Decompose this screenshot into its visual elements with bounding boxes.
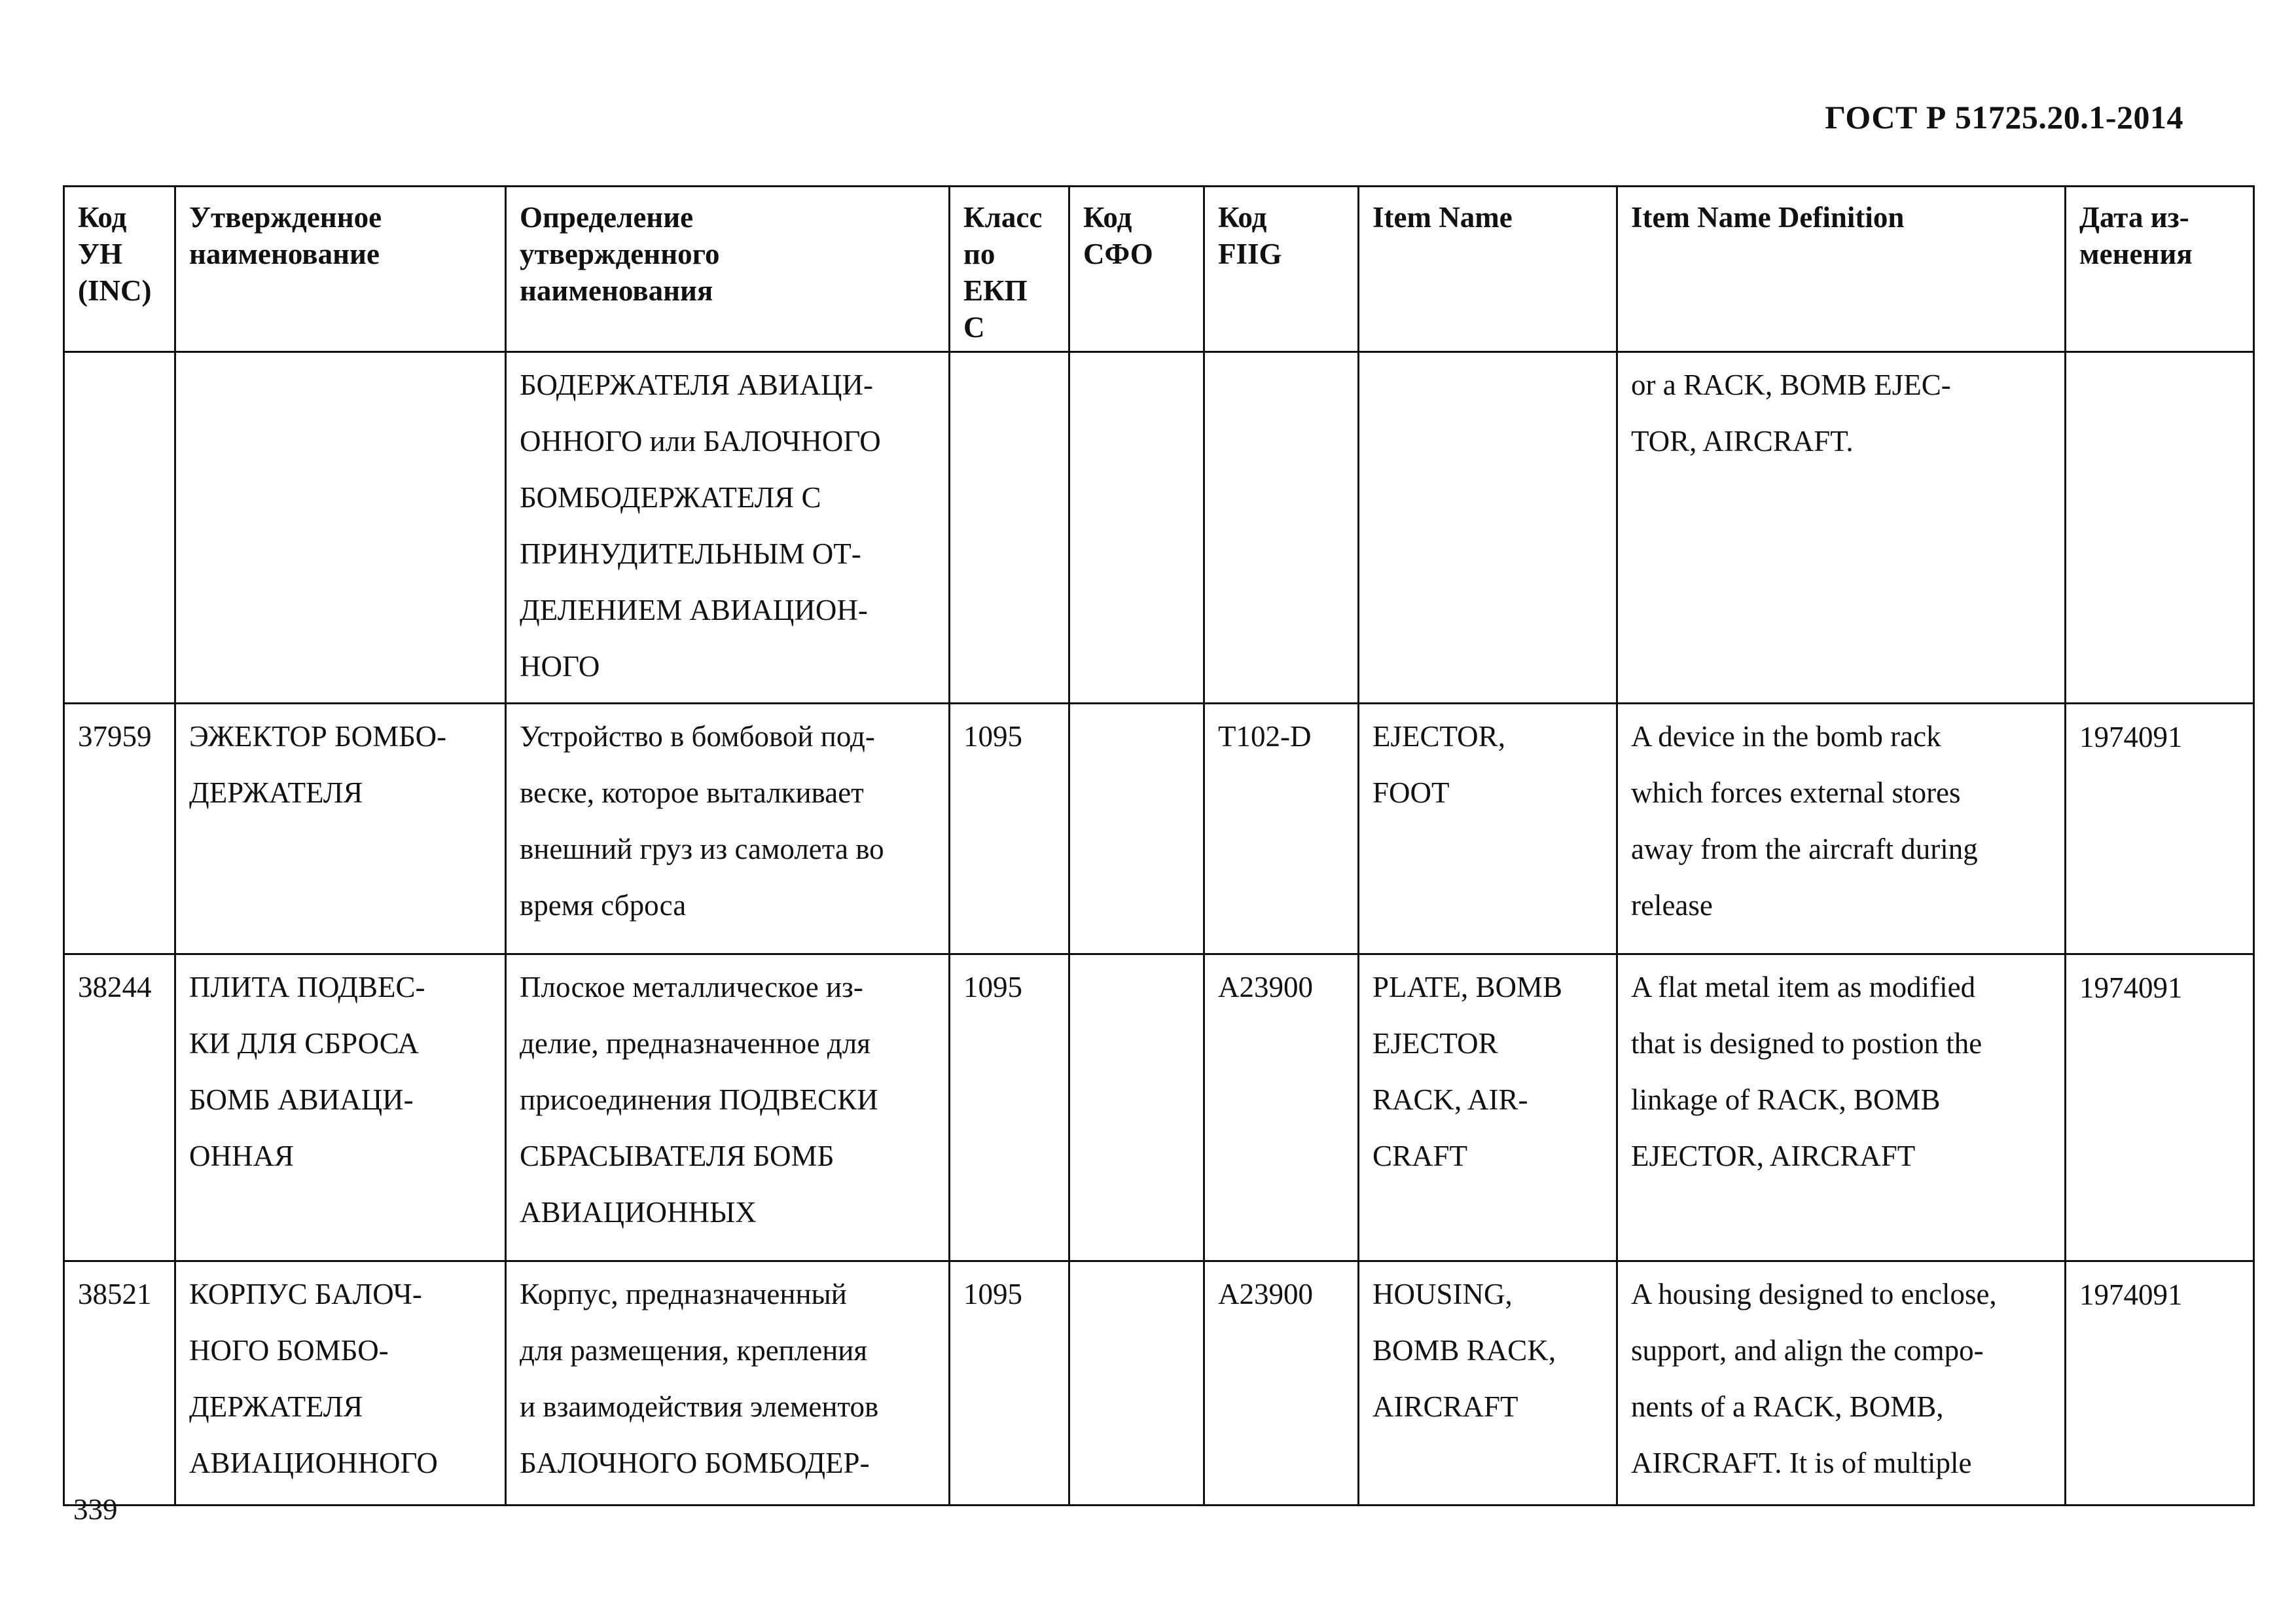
table-row [64,1261,2254,1506]
column-header-approved-name: Утвержденное наименование [175,187,506,352]
cell-item-name-definition: A flat metal item as modified that is designed to postion the linkage of RACK, BOMB EJECTOR, AIRCRAFT [1617,954,2066,1261]
cell-fiig-code: T102-D [1204,704,1359,954]
cell-ekps-class: 1095 [950,954,1069,1261]
cell-sfo-code [1069,1261,1204,1506]
column-header-sfo-code: Код СФО [1069,187,1204,352]
cell-sfo-code [1069,704,1204,954]
column-header-inc: Код УН (INC) [64,187,175,352]
cell-name-definition: Устройство в бомбовой под- веске, которое выталкивает внешний груз из самолета во время сброса [506,704,950,954]
cell-approved-name: ПЛИТА ПОДВЕС- КИ ДЛЯ СБРОСА БОМБ АВИАЦИ- ОННАЯ [175,954,506,1261]
column-header-item-name: Item Name [1359,187,1617,352]
cell-name-definition: БОДЕРЖАТЕЛЯ АВИАЦИ- ОННОГО или БАЛОЧНОГО БОМБОДЕРЖАТЕЛЯ С ПРИНУДИТЕЛЬНЫМ ОТ- ДЕЛЕНИЕМ АВИАЦИОН- НОГО [506,352,950,704]
cell-item-name [1359,352,1617,704]
column-header-name-definition: Определение утвержденного наименования [506,187,950,352]
cell-name-definition: Корпус, предназначенный для размещения, крепления и взаимодействия элементов БАЛОЧНОГО БОМБОДЕР- [506,1261,950,1506]
cell-sfo-code [1069,954,1204,1261]
cell-fiig-code: A23900 [1204,1261,1359,1506]
cell-inc: 38521 [64,1261,175,1506]
cell-item-name-definition: A device in the bomb rack which forces external stores away from the aircraft during release [1617,704,2066,954]
table-row [64,352,2254,704]
cell-ekps-class: 1095 [950,1261,1069,1506]
cell-item-name: PLATE, BOMB EJECTOR RACK, AIR- CRAFT [1359,954,1617,1261]
column-header-change-date: Дата из- менения [2066,187,2254,352]
column-header-fiig-code: Код FIIG [1204,187,1359,352]
cell-change-date: 1974091 [2066,1261,2254,1506]
cell-change-date: 1974091 [2066,954,2254,1261]
document-standard-header: ГОСТ Р 51725.20.1-2014 [1825,99,2183,135]
cell-approved-name [175,352,506,704]
cell-fiig-code: A23900 [1204,954,1359,1261]
cell-inc: 38244 [64,954,175,1261]
cell-name-definition: Плоское металлическое из- делие, предназначенное для присоединения ПОДВЕСКИ СБРАСЫВАТЕЛЯ БОМБ АВИАЦИОННЫХ [506,954,950,1261]
cell-sfo-code [1069,352,1204,704]
cell-change-date: 1974091 [2066,704,2254,954]
table-row [64,954,2254,1261]
cell-approved-name: КОРПУС БАЛОЧ- НОГО БОМБО- ДЕРЖАТЕЛЯ АВИАЦИОННОГО [175,1261,506,1506]
cell-item-name: EJECTOR, FOOT [1359,704,1617,954]
cell-inc [64,352,175,704]
cell-item-name-definition: A housing designed to enclose, support, and align the compo- nents of a RACK, BOMB, AIRCRAFT. It is of multiple [1617,1261,2066,1506]
cell-change-date [2066,352,2254,704]
cell-inc: 37959 [64,704,175,954]
cell-approved-name: ЭЖЕКТОР БОМБО- ДЕРЖАТЕЛЯ [175,704,506,954]
cell-item-name-definition: or a RACK, BOMB EJEC- TOR, AIRCRAFT. [1617,352,2066,704]
column-header-item-name-definition: Item Name Definition [1617,187,2066,352]
cell-item-name: HOUSING, BOMB RACK, AIRCRAFT [1359,1261,1617,1506]
cell-fiig-code [1204,352,1359,704]
item-name-registry-table [63,185,2255,1506]
table-row [64,704,2254,954]
column-header-ekps-class: Класс по ЕКП С [950,187,1069,352]
page-number: 339 [73,1493,118,1526]
cell-ekps-class: 1095 [950,704,1069,954]
cell-ekps-class [950,352,1069,704]
table-header-row [64,187,2254,352]
